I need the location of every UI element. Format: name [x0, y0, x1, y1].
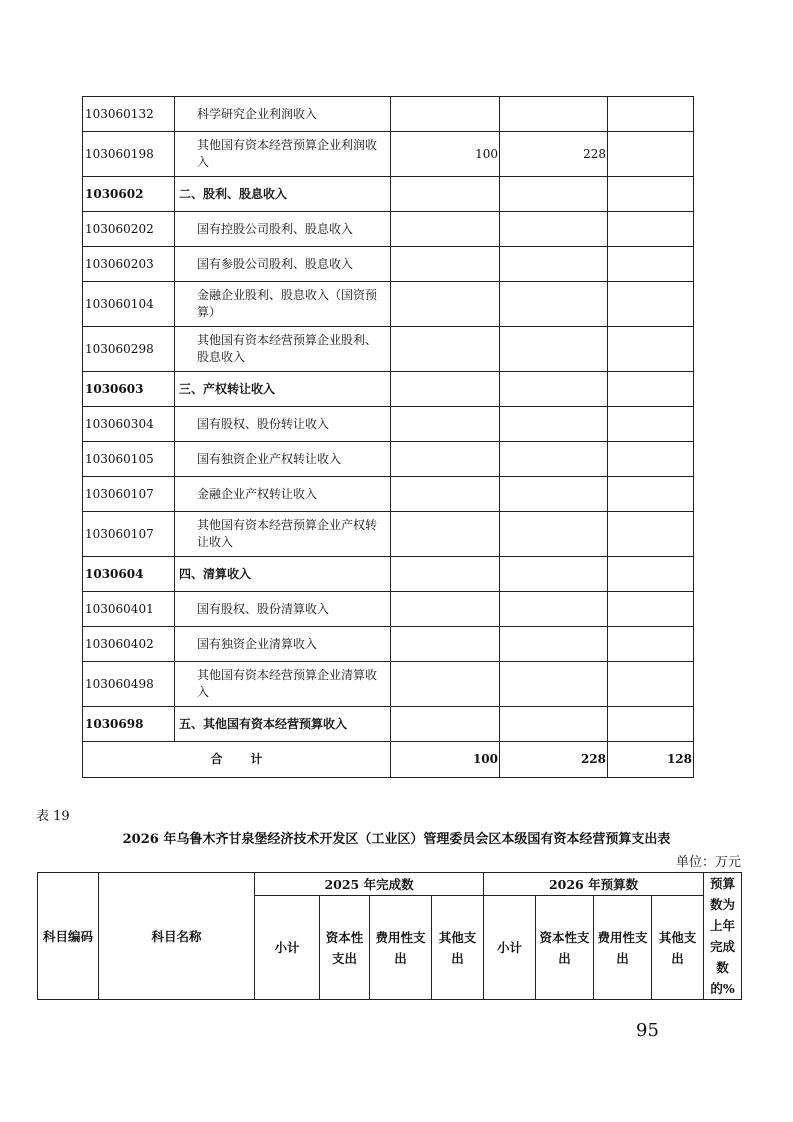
header-name: 科目名称	[99, 873, 255, 1000]
row-name: 金融企业股利、股息收入（国资预算）	[175, 282, 391, 327]
row-name: 国有股权、股份转让收入	[175, 407, 391, 442]
row-value-1	[391, 177, 500, 212]
row-value-1: 100	[391, 132, 500, 177]
row-value-2	[500, 407, 608, 442]
header-code: 科目编码	[38, 873, 99, 1000]
header-row-1	[38, 873, 742, 896]
row-value-2	[500, 442, 608, 477]
unit-label: 单位：万元	[675, 855, 741, 870]
row-value-3	[608, 512, 694, 557]
row-code: 103060202	[83, 212, 175, 247]
row-code: 1030698	[83, 707, 175, 742]
row-value-3	[608, 557, 694, 592]
row-value-1	[391, 627, 500, 662]
table-row	[83, 662, 694, 707]
row-name: 国有参股公司股利、股息收入	[175, 247, 391, 282]
expenditure-table	[37, 872, 742, 1000]
table-row	[83, 707, 694, 742]
header-2025-expense: 费用性支出	[370, 896, 432, 1000]
row-value-1	[391, 557, 500, 592]
table-title: 2026 年乌鲁木齐甘泉堡经济技术开发区（工业区）管理委员会区本级国有资本经营预算支出表	[122, 832, 671, 847]
row-value-1	[391, 97, 500, 132]
row-name: 二、股利、股息收入	[175, 177, 391, 212]
row-value-1	[391, 477, 500, 512]
row-name: 其他国有资本经营预算企业清算收入	[175, 662, 391, 707]
row-code: 103060401	[83, 592, 175, 627]
row-value-3	[608, 372, 694, 407]
total-label-b: 计	[250, 752, 263, 766]
row-value-2	[500, 327, 608, 372]
row-value-3	[608, 247, 694, 282]
row-code: 103060107	[83, 477, 175, 512]
row-value-1	[391, 442, 500, 477]
row-value-2	[500, 212, 608, 247]
page-number: 95	[636, 1020, 659, 1041]
row-code: 103060298	[83, 327, 175, 372]
row-name: 国有独资企业清算收入	[175, 627, 391, 662]
total-label	[83, 742, 391, 778]
row-value-2	[500, 592, 608, 627]
row-code: 103060203	[83, 247, 175, 282]
table-row	[83, 477, 694, 512]
header-2025-group: 2025 年完成数	[255, 873, 484, 896]
table-row	[83, 442, 694, 477]
header-ratio: 预算数为上年完成数的%	[704, 873, 742, 1000]
row-value-1	[391, 212, 500, 247]
row-name: 其他国有资本经营预算企业股利、股息收入	[175, 327, 391, 372]
row-value-3	[608, 407, 694, 442]
header-2026-subtotal: 小计	[484, 896, 536, 1000]
table-number: 表 19	[36, 809, 70, 824]
row-value-2	[500, 282, 608, 327]
row-value-3	[608, 132, 694, 177]
header-2025-subtotal: 小计	[255, 896, 320, 1000]
table-row	[83, 282, 694, 327]
revenue-table	[82, 96, 694, 778]
table-row	[83, 557, 694, 592]
header-2025-capital: 资本性支出	[320, 896, 370, 1000]
row-value-2	[500, 372, 608, 407]
row-value-3	[608, 282, 694, 327]
row-value-3	[608, 627, 694, 662]
row-name: 五、其他国有资本经营预算收入	[175, 707, 391, 742]
row-code: 103060132	[83, 97, 175, 132]
row-name: 三、产权转让收入	[175, 372, 391, 407]
row-value-1	[391, 592, 500, 627]
row-value-1	[391, 407, 500, 442]
table-row	[83, 512, 694, 557]
row-value-3	[608, 662, 694, 707]
row-value-2	[500, 512, 608, 557]
row-code: 1030603	[83, 372, 175, 407]
row-value-1	[391, 662, 500, 707]
total-value-2: 228	[500, 742, 608, 778]
header-2026-group: 2026 年预算数	[484, 873, 704, 896]
row-value-3	[608, 592, 694, 627]
row-name: 其他国有资本经营预算企业产权转让收入	[175, 512, 391, 557]
row-value-3	[608, 177, 694, 212]
row-code: 103060304	[83, 407, 175, 442]
header-2026-other: 其他支出	[652, 896, 704, 1000]
table-row	[83, 327, 694, 372]
row-value-3	[608, 477, 694, 512]
row-code: 103060402	[83, 627, 175, 662]
row-value-1	[391, 327, 500, 372]
table-row	[83, 247, 694, 282]
table-row	[83, 372, 694, 407]
row-code: 103060107	[83, 512, 175, 557]
row-value-2	[500, 177, 608, 212]
row-value-3	[608, 212, 694, 247]
row-value-2	[500, 662, 608, 707]
header-2025-other: 其他支出	[432, 896, 484, 1000]
row-value-2: 228	[500, 132, 608, 177]
row-name: 国有控股公司股利、股息收入	[175, 212, 391, 247]
row-value-3	[608, 442, 694, 477]
row-value-3	[608, 327, 694, 372]
row-name: 金融企业产权转让收入	[175, 477, 391, 512]
header-2026-capital: 资本性支出	[536, 896, 594, 1000]
row-code: 103060198	[83, 132, 175, 177]
row-name: 科学研究企业利润收入	[175, 97, 391, 132]
row-name: 四、清算收入	[175, 557, 391, 592]
row-value-2	[500, 97, 608, 132]
table-row	[83, 97, 694, 132]
row-value-1	[391, 372, 500, 407]
row-value-2	[500, 477, 608, 512]
row-value-2	[500, 247, 608, 282]
row-value-3	[608, 707, 694, 742]
total-value-1: 100	[391, 742, 500, 778]
total-label-a: 合	[210, 752, 223, 766]
row-value-1	[391, 282, 500, 327]
row-value-1	[391, 707, 500, 742]
header-2026-expense: 费用性支出	[594, 896, 652, 1000]
row-value-3	[608, 97, 694, 132]
row-value-2	[500, 707, 608, 742]
row-name: 国有股权、股份清算收入	[175, 592, 391, 627]
row-code: 1030602	[83, 177, 175, 212]
total-row	[83, 742, 694, 778]
table-row	[83, 592, 694, 627]
row-value-1	[391, 247, 500, 282]
row-value-2	[500, 557, 608, 592]
total-value-3: 128	[608, 742, 694, 778]
row-code: 103060104	[83, 282, 175, 327]
row-value-2	[500, 627, 608, 662]
table-row	[83, 407, 694, 442]
row-name: 其他国有资本经营预算企业利润收入	[175, 132, 391, 177]
row-code: 103060498	[83, 662, 175, 707]
row-code: 103060105	[83, 442, 175, 477]
table-row	[83, 627, 694, 662]
table-row	[83, 212, 694, 247]
table-row	[83, 177, 694, 212]
row-name: 国有独资企业产权转让收入	[175, 442, 391, 477]
row-code: 1030604	[83, 557, 175, 592]
table-row	[83, 132, 694, 177]
row-value-1	[391, 512, 500, 557]
